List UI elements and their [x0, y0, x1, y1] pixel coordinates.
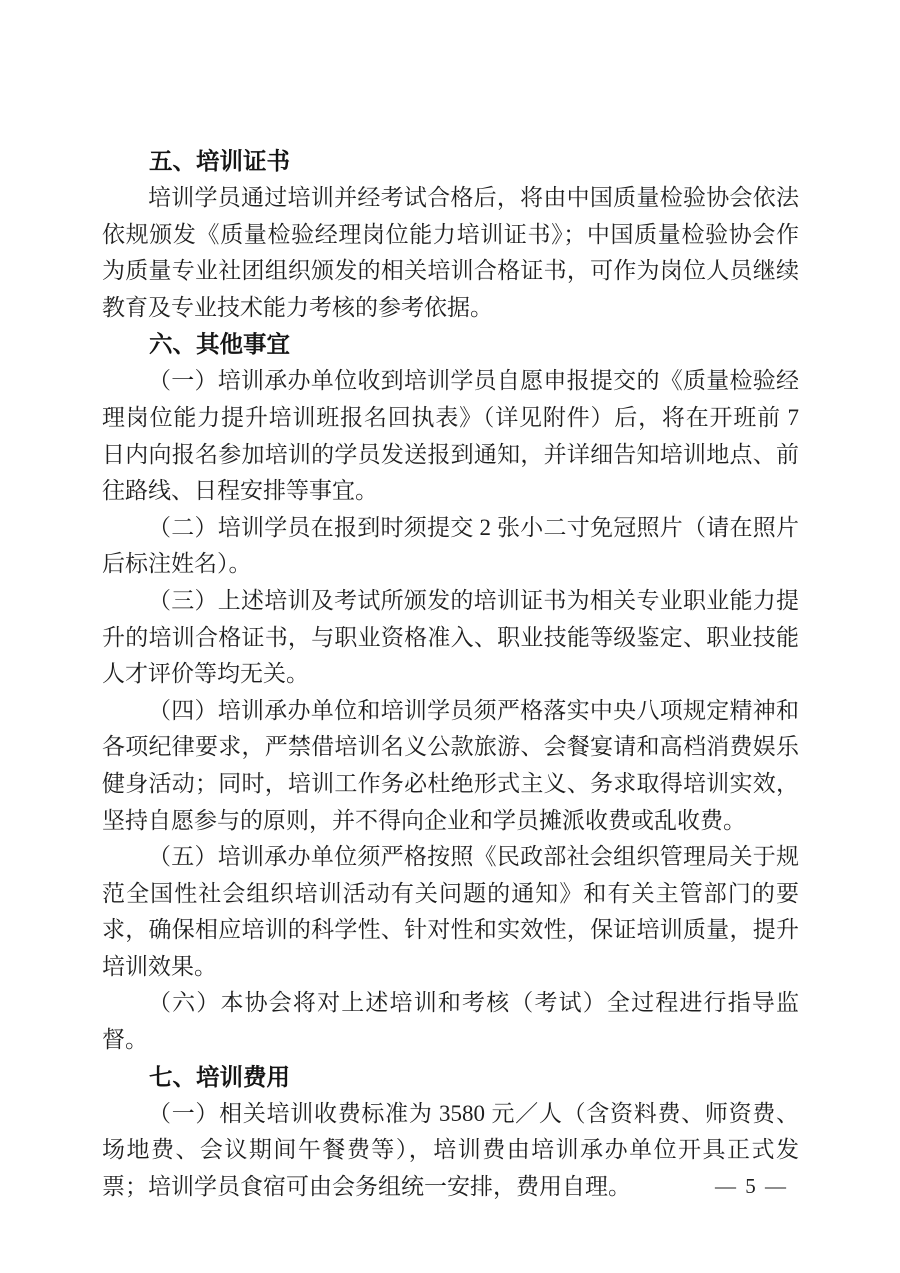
section-heading-training-fees: 七、培训费用	[149, 1063, 290, 1090]
paragraph-item-5: （五）培训承办单位须严格按照《民政部社会组织管理局关于规范全国性社会组织培训活动有关问题的通知》和有关主管部门的要求，确保相应培训的科学性、针对性和实效性，保证培训质量，提升培训效果。	[102, 844, 799, 979]
page-number: — 5 —	[715, 1174, 788, 1198]
paragraph-item-2: （二）培训学员在报到时须提交 2 张小二寸免冠照片（请在照片后标注姓名）。	[102, 514, 799, 577]
paragraph-item-6: （六）本协会将对上述培训和考核（考试）全过程进行指导监督。	[102, 990, 799, 1053]
paragraph-item-3: （三）上述培训及考试所颁发的培训证书为相关专业职业能力提升的培训合格证书，与职业资格准入、职业技能等级鉴定、职业技能人才评价等均无关。	[102, 587, 799, 687]
document-body	[102, 143, 799, 1205]
section-heading-other-matters: 六、其他事宜	[149, 331, 290, 358]
paragraph-item-1: （一）培训承办单位收到培训学员自愿申报提交的《质量检验经理岗位能力提升培训班报名回执表》（详见附件）后，将在开班前 7 日内向报名参加培训的学员发送报到通知，并详细告知培训地点、前往路线、日程安排等事宜。	[102, 368, 799, 504]
paragraph-fees-item-1: （一）相关培训收费标准为 3580 元／人（含资料费、师资费、场地费、会议期间午餐费等），培训费由培训承办单位开具正式发票；培训学员食宿可由会务组统一安排，费用自理。	[102, 1100, 799, 1199]
paragraph-certificate-body: 培训学员通过培训并经考试合格后，将由中国质量检验协会依法依规颁发《质量检验经理岗位能力培训证书》；中国质量检验协会作为质量专业社团组织颁发的相关培训合格证书，可作为岗位人员继续教育及专业技术能力考核的参考依据。	[102, 185, 799, 320]
section-heading-training-certificate: 五、培训证书	[149, 148, 290, 174]
paragraph-item-4: （四）培训承办单位和培训学员须严格落实中央八项规定精神和各项纪律要求，严禁借培训名义公款旅游、会餐宴请和高档消费娱乐健身活动；同时，培训工作务必杜绝形式主义、务求取得培训实效，坚持自愿参与的原则，并不得向企业和学员摊派收费或乱收费。	[102, 697, 799, 833]
